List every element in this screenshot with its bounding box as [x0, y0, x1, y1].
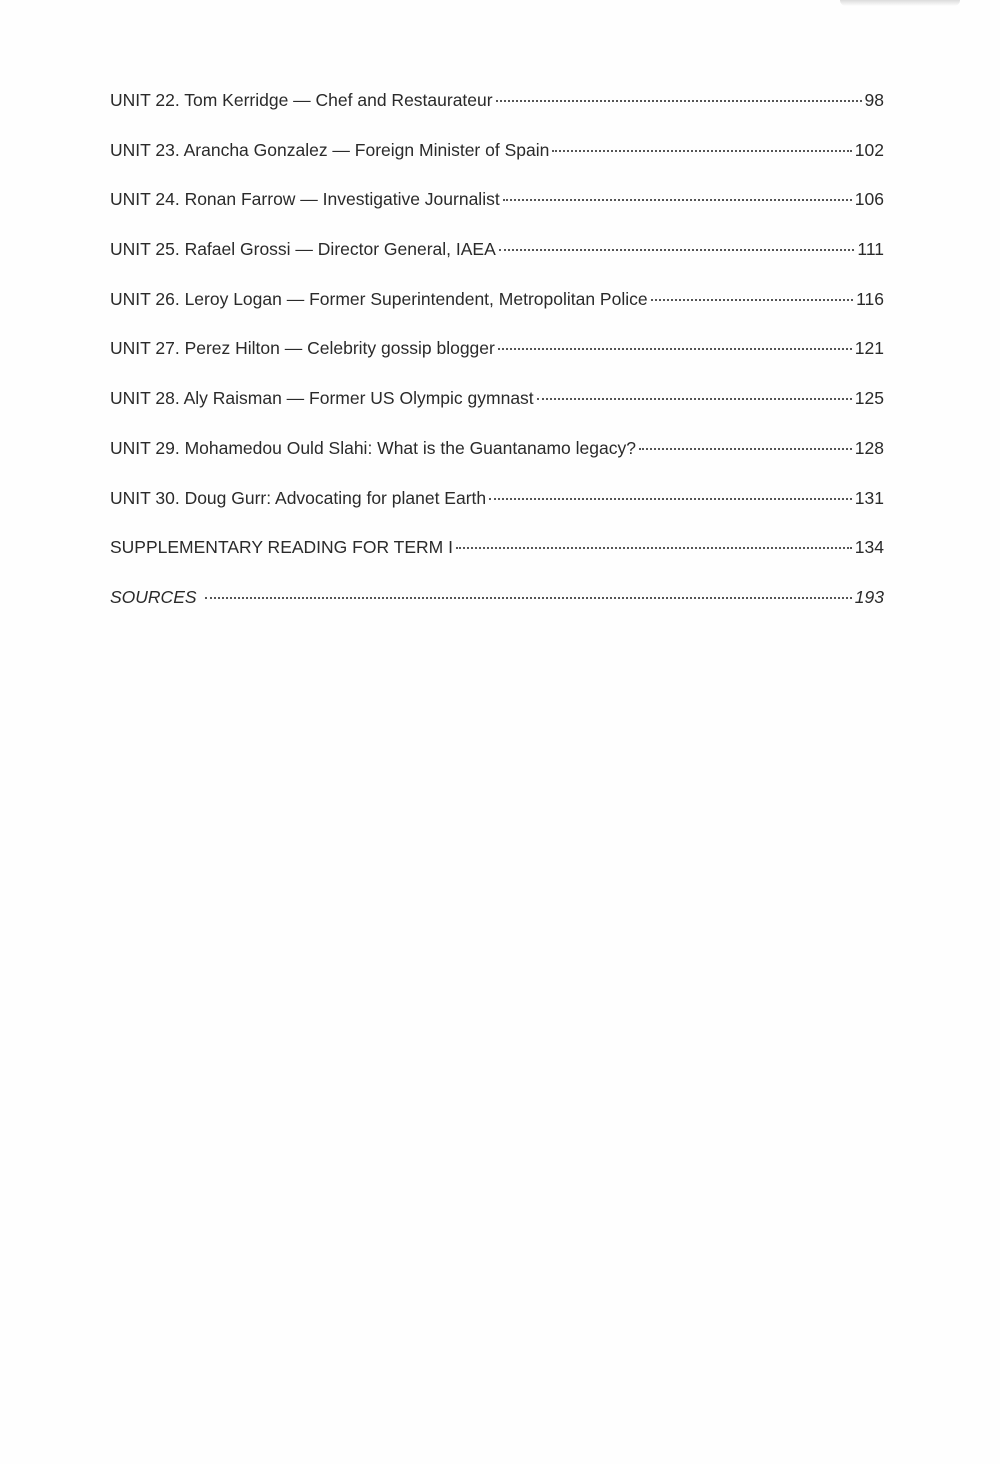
toc-entry-supplementary-reading: [110, 533, 884, 583]
toc-entry-title: UNIT 22. Tom Kerridge — Chef and Restaurateur: [110, 90, 493, 110]
dot-leader: [456, 547, 852, 549]
toc-entry-title: UNIT 29. Mohamedou Ould Slahi: What is the Guantanamo legacy?: [110, 437, 636, 458]
table-of-contents: [110, 86, 884, 633]
toc-entry-page: 134: [854, 537, 884, 558]
toc-entry-unit-22: [110, 86, 884, 136]
toc-entry-unit-25: [110, 235, 884, 285]
toc-entry-page: 106: [854, 189, 884, 210]
dot-leader: [537, 398, 852, 400]
toc-entry-title: UNIT 25. Rafael Grossi — Director General, IAEA: [110, 239, 496, 260]
toc-entry-title: UNIT 28. Aly Raisman — Former US Olympic gymnast: [110, 388, 534, 409]
toc-entry-unit-28: [110, 384, 884, 434]
dot-leader: [651, 299, 853, 301]
dot-leader: [499, 249, 855, 251]
dot-leader: [496, 100, 862, 102]
toc-entry-page: 128: [854, 437, 884, 458]
toc-entry-title: UNIT 23. Arancha Gonzalez — Foreign Minister of Spain: [110, 139, 550, 160]
dot-leader: [503, 199, 852, 201]
toc-entry-page: 193: [854, 586, 884, 607]
toc-entry-unit-29: [110, 434, 884, 484]
toc-entry-title: UNIT 30. Doug Gurr: Advocating for planet Earth: [110, 487, 487, 508]
toc-entry-page: 131: [854, 487, 884, 508]
toc-entry-unit-23: [110, 136, 884, 186]
toc-entry-title: UNIT 27. Perez Hilton — Celebrity gossip blogger: [110, 338, 495, 359]
toc-entry-page: 121: [854, 338, 884, 359]
toc-entry-page: 111: [857, 239, 884, 260]
toc-entry-unit-26: [110, 285, 884, 335]
toc-entry-page: 98: [864, 90, 884, 110]
toc-entry-page: 125: [854, 388, 884, 409]
scan-artifact: [840, 0, 960, 6]
toc-entry-title: SOURCES: [110, 586, 197, 607]
dot-leader: [552, 150, 851, 152]
dot-leader: [498, 348, 852, 350]
dot-leader: [205, 597, 852, 599]
dot-leader: [639, 448, 852, 450]
toc-entry-unit-27: [110, 334, 884, 384]
toc-entry-title: UNIT 24. Ronan Farrow — Investigative Journalist: [110, 189, 500, 210]
toc-entry-title: SUPPLEMENTARY READING FOR TERM I: [110, 537, 453, 558]
toc-entry-sources: [110, 583, 884, 633]
toc-entry-title: UNIT 26. Leroy Logan — Former Superintendent, Metropolitan Police: [110, 288, 648, 309]
toc-entry-unit-24: [110, 185, 884, 235]
toc-entry-page: 116: [856, 288, 884, 309]
toc-entry-page: 102: [854, 139, 884, 160]
dot-leader: [489, 498, 852, 500]
toc-entry-unit-30: [110, 484, 884, 534]
